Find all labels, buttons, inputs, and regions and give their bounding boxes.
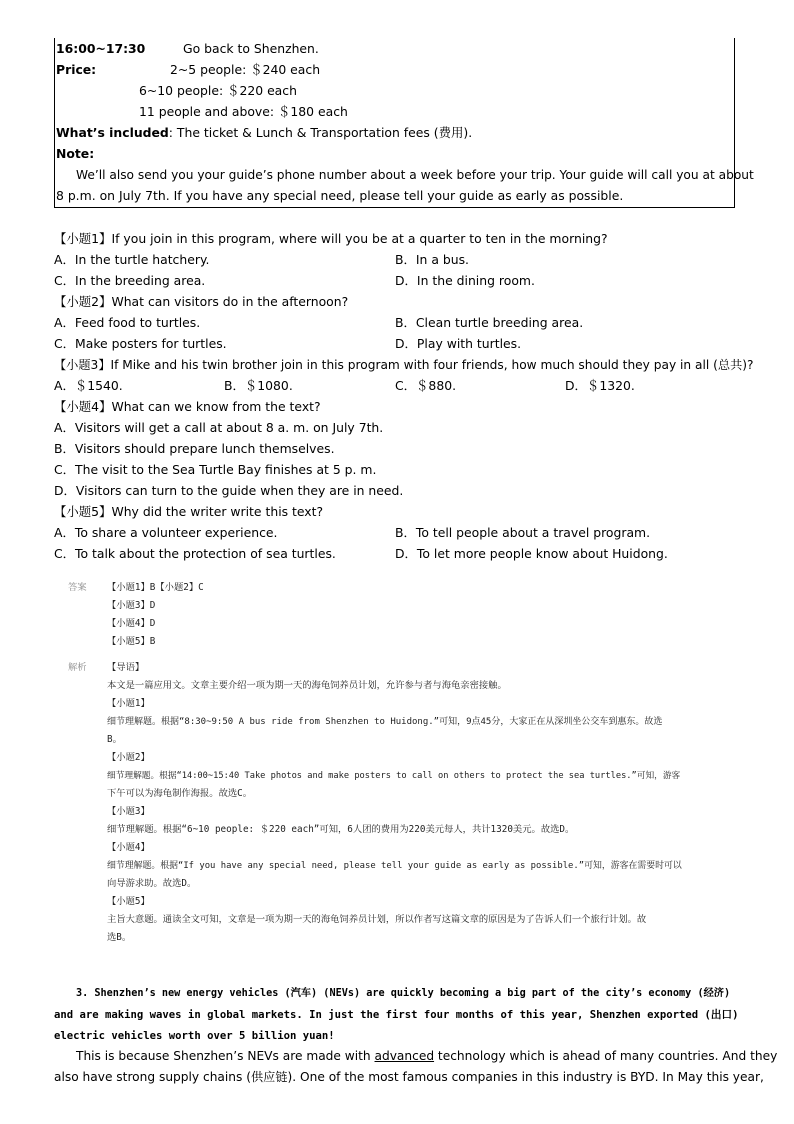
question-5-stem: 【小题5】Why did the writer write this text? [54, 504, 324, 519]
analysis-line: 选B。 [107, 932, 132, 943]
price-line-3: 11 people and above: ＄180 each [139, 104, 348, 119]
q3-option-b: B．＄1080. [224, 378, 293, 393]
answer-label: 答案 [68, 582, 87, 593]
q5-option-a: A．To share a volunteer experience. [54, 525, 278, 540]
underlined-word: advanced [374, 1049, 435, 1063]
q3-option-a: A．＄1540. [54, 378, 123, 393]
analysis-label: 解析 [68, 662, 87, 673]
analysis-line: 【导语】 [107, 662, 145, 673]
q1-option-c: C．In the breeding area. [54, 273, 206, 288]
article-line-4 [76, 1048, 777, 1064]
note-line-2: 8 p.m. on July 7th. If you have any special need, please tell your guide as early as possible. [56, 188, 624, 203]
answer-line-1: 【小题1】B【小题2】C [107, 582, 204, 593]
q5-option-b: B．To tell people about a travel program. [395, 525, 651, 540]
q2-option-c: C．Make posters for turtles. [54, 336, 227, 351]
price-line-1: 2~5 people: ＄240 each [170, 62, 321, 77]
analysis-line: 主旨大意题。通读全文可知，文章是一项为期一天的海龟饲养员计划，所以作者写这篇文章的原因是为了告诉人们一个旅行计划。故 [107, 914, 647, 925]
schedule-time: 16:00~17:30 [56, 41, 146, 56]
q1-option-d: D．In the dining room. [395, 273, 535, 288]
q1-option-a: A．In the turtle hatchery. [54, 252, 210, 267]
question-1-stem: 【小题1】If you join in this program, where will you be at a quarter to ten in the morning? [54, 231, 608, 246]
analysis-line: 细节理解题。根据“6~10 people: ＄220 each”可知，6人团的费用为220美元每人，共计1320美元。故选D。 [107, 824, 575, 835]
question-3-stem: 【小题3】If Mike and his twin brother join in this program with four friends, how much should they pay in all (总共)? [54, 358, 754, 372]
answer-line-2: 【小题3】D [107, 600, 156, 611]
article-line-4-end: technology which is ahead of many countries. And they [434, 1049, 778, 1063]
analysis-line: 【小题4】 [107, 842, 150, 853]
q4-option-c: C．The visit to the Sea Turtle Bay finishes at 5 p. m. [54, 462, 377, 477]
analysis-line: 下午可以为海龟制作海报。故选C。 [107, 788, 253, 799]
schedule-activity: Go back to Shenzhen. [183, 41, 319, 56]
question-2-stem: 【小题2】What can visitors do in the afternoon? [54, 294, 349, 309]
article-line-1: 3. Shenzhen’s new energy vehicles (汽车) (NEVs) are quickly becoming a big part of the city’s economy (经济) [76, 988, 731, 999]
price-line-2: 6~10 people: ＄220 each [139, 83, 297, 98]
analysis-line: 本文是一篇应用文。文章主要介绍一项为期一天的海龟饲养员计划，允许参与者与海龟亲密接触。 [107, 680, 507, 691]
table-bottom-border [54, 207, 735, 208]
included-text: : The ticket & Lunch & Transportation fees (费用). [168, 125, 473, 140]
article-line-5: also have strong supply chains (供应链). One of the most famous companies in this industry is BYD. In May this year, [54, 1070, 764, 1084]
analysis-line: 【小题3】 [107, 806, 150, 817]
article-line-2: and are making waves in global markets. In just the first four months of this year, Shenzhen exported (出口) [54, 1009, 739, 1021]
analysis-line: 细节理解题。根据“14:00~15:40 Take photos and make posters to call on others to protect the sea turtles.”可知，游客 [107, 771, 681, 781]
q2-option-b: B．Clean turtle breeding area. [395, 315, 584, 330]
answer-line-3: 【小题4】D [107, 618, 156, 629]
analysis-line: 【小题1】 [107, 698, 150, 709]
q2-option-d: D．Play with turtles. [395, 336, 522, 351]
analysis-line: 细节理解题。根据“8:30~9:50 A bus ride from Shenzhen to Huidong.”可知，9点45分，大家正在从深圳坐公交车到惠东。故选 [107, 717, 663, 727]
note-label: Note: [56, 146, 95, 161]
question-4-stem: 【小题4】What can we know from the text? [54, 399, 321, 414]
q1-option-b: B．In a bus. [395, 252, 469, 267]
price-label: Price: [56, 62, 97, 77]
q4-option-a: A．Visitors will get a call at about 8 a. m. on July 7th. [54, 420, 384, 435]
q3-option-c: C．＄880. [395, 378, 457, 393]
analysis-line: 向导游求助。故选D。 [107, 878, 197, 889]
table-left-border [54, 38, 55, 208]
q4-option-d: D．Visitors can turn to the guide when they are in need. [54, 483, 404, 498]
included-line [56, 125, 472, 141]
included-label: What’s included [56, 125, 169, 140]
q2-option-a: A．Feed food to turtles. [54, 315, 201, 330]
note-line-1: We’ll also send you your guide’s phone number about a week before your trip. Your guide will call you at about [76, 168, 754, 182]
analysis-line: 【小题2】 [107, 752, 150, 763]
article-line-3: electric vehicles worth over 5 billion yuan! [54, 1030, 335, 1042]
analysis-line: 细节理解题。根据“If you have any special need, please tell your guide as early as possible.”可知，游客在需要时可以 [107, 861, 682, 871]
article-line-4-start: This is because Shenzhen’s NEVs are made with [76, 1049, 375, 1063]
q5-option-d: D．To let more people know about Huidong. [395, 546, 668, 561]
q4-option-b: B．Visitors should prepare lunch themselves. [54, 441, 335, 456]
answer-line-4: 【小题5】B [107, 636, 156, 647]
q3-option-d: D．＄1320. [565, 378, 635, 393]
analysis-line: 【小题5】 [107, 896, 150, 907]
analysis-line: B。 [107, 734, 122, 745]
q5-option-c: C．To talk about the protection of sea turtles. [54, 546, 336, 561]
